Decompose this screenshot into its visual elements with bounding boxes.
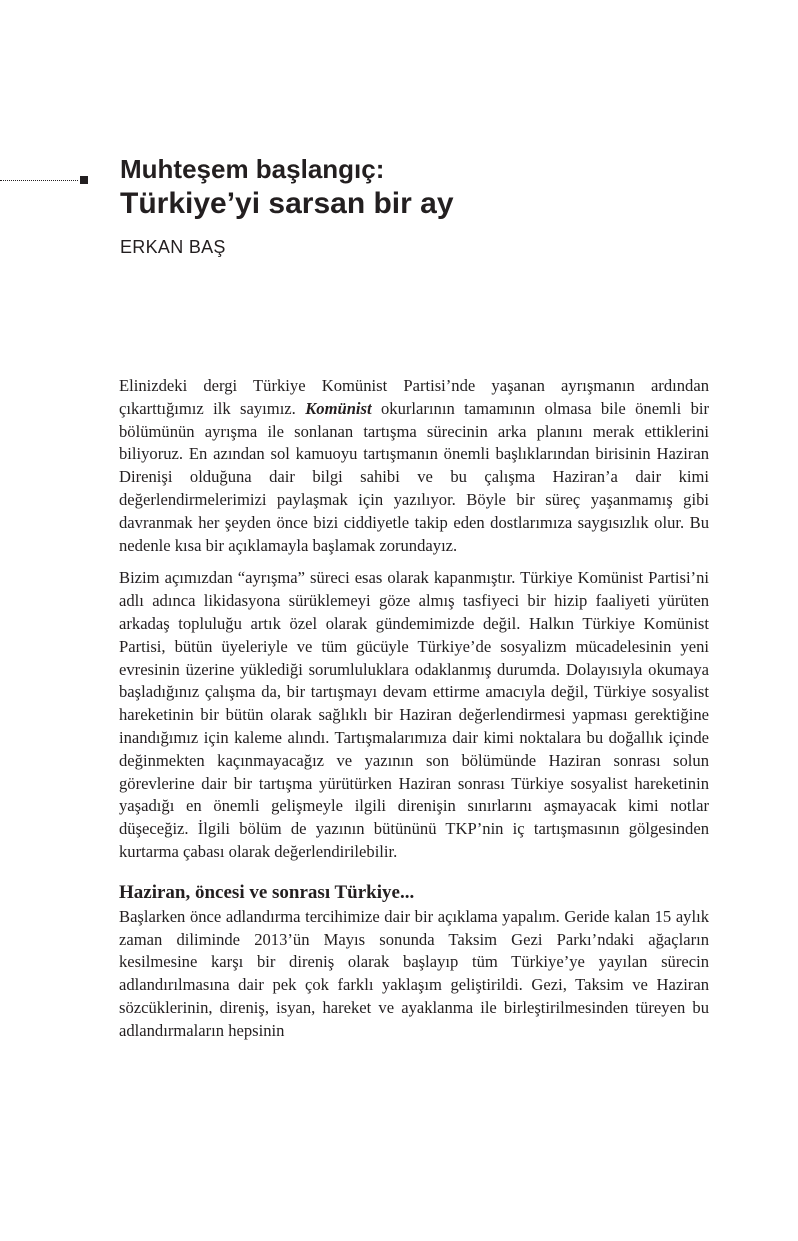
article-kicker: Muhteşem başlangıç: — [120, 154, 385, 184]
article-body — [119, 375, 709, 1043]
article-title: Türkiye’yi sarsan bir ay — [120, 187, 454, 220]
article-author: ERKAN BAŞ — [120, 237, 226, 257]
paragraph-3: Başlarken önce adlandırma tercihimize dair bir açıklama yapalım. Geride kalan 15 aylık zaman diliminde 2013’ün Mayıs sonunda Taksim Gezi Parkı’ndaki ağaçların kesilmesine karşı bir direniş olarak başlayıp tüm Türkiye’ye yayılan sürecin adlandırılmasına dair pek çok farklı yaklaşım geliştirildi. Gezi, Taksim ve Haziran sözcüklerinin, direniş, isyan, hareket ve ayaklanma ile birleştirilmesinden türeyen bu adlandırmaların hepsinin — [119, 906, 709, 1040]
paragraph-1-text-a: Elinizdeki dergi Türkiye Komünist Partisi’nde yaşanan ayrışmanın ardından çıkarttığımız ilk sayımız. — [119, 376, 709, 418]
article-header — [120, 153, 720, 259]
square-bullet-icon — [80, 176, 88, 184]
section-heading: Haziran, öncesi ve sonrası Türkiye... — [119, 881, 415, 903]
journal-name-emphasis: Komünist — [305, 398, 372, 418]
paragraph-1 — [119, 375, 709, 557]
decorative-dotted-rule — [0, 180, 78, 181]
paragraph-1-text-b: okurlarının tamamının olmasa bile önemli bir bölümünün ayrışma ile sonlanan tartışma sürecinin arka planını merak ettiklerini biliyoruz. En azından sol kamuoyu tartışmanın önemli başlıklarından birisinin Haziran Direnişi olduğuna dair bilgi sahibi ve bu çalışma Haziran’a dair kimi değerlendirmelerimizi paylaşmak için yazılıyor. Böyle bir süreç yaşanmamış gibi davranmak her şeyden önce bizi ciddiyetle takip eden dostlarımıza saygısızlık olur. Bu nedenle kısa bir açıklamayla başlamak zorundayız. — [119, 398, 709, 555]
paragraph-2: Bizim açımızdan “ayrışma” süreci esas olarak kapanmıştır. Türkiye Komünist Partisi’ni adlı adınca likidasyona sürüklemeyi göze almış tasfiyeci bir hizip faaliyeti yürüten arkadaş topluluğu artık özel olarak gündemimizde değil. Halkın Türkiye Komünist Partisi, bütün üyeleriyle ve tüm gücüyle Türkiye’de sosyalizm mücadelesinin yeni evresinin üzerine yüklediği sorumluluklara odaklanmış durumda. Dolayısıyla okumaya başladığınız çalışma da, bir tartışmayı devam ettirme amacıyla değil, Türkiye sosyalist hareketinin bir bütün olarak sağlıklı bir Haziran değerlendirmesi yapması gerektiğine inandığımız için kaleme alındı. Tartışmalarımıza dair kimi noktalara bu doğallık içinde değinmekten kaçınmayacağız ve yazının son bölümünde Haziran sonrası solun görevlerine dair bir tartışma yürütürken Haziran sonrası Türkiye sosyalist hareketinin yaşadığı en önemli gelişmeyle ilgili direnişin sınırlarını aşmayacak kimi notlar düşeceğiz. İlgili bölüm de yazının bütününü TKP’nin iç tartışmasının gölgesinden kurtarma çabası olarak değerlendirilebilir. — [119, 568, 709, 861]
